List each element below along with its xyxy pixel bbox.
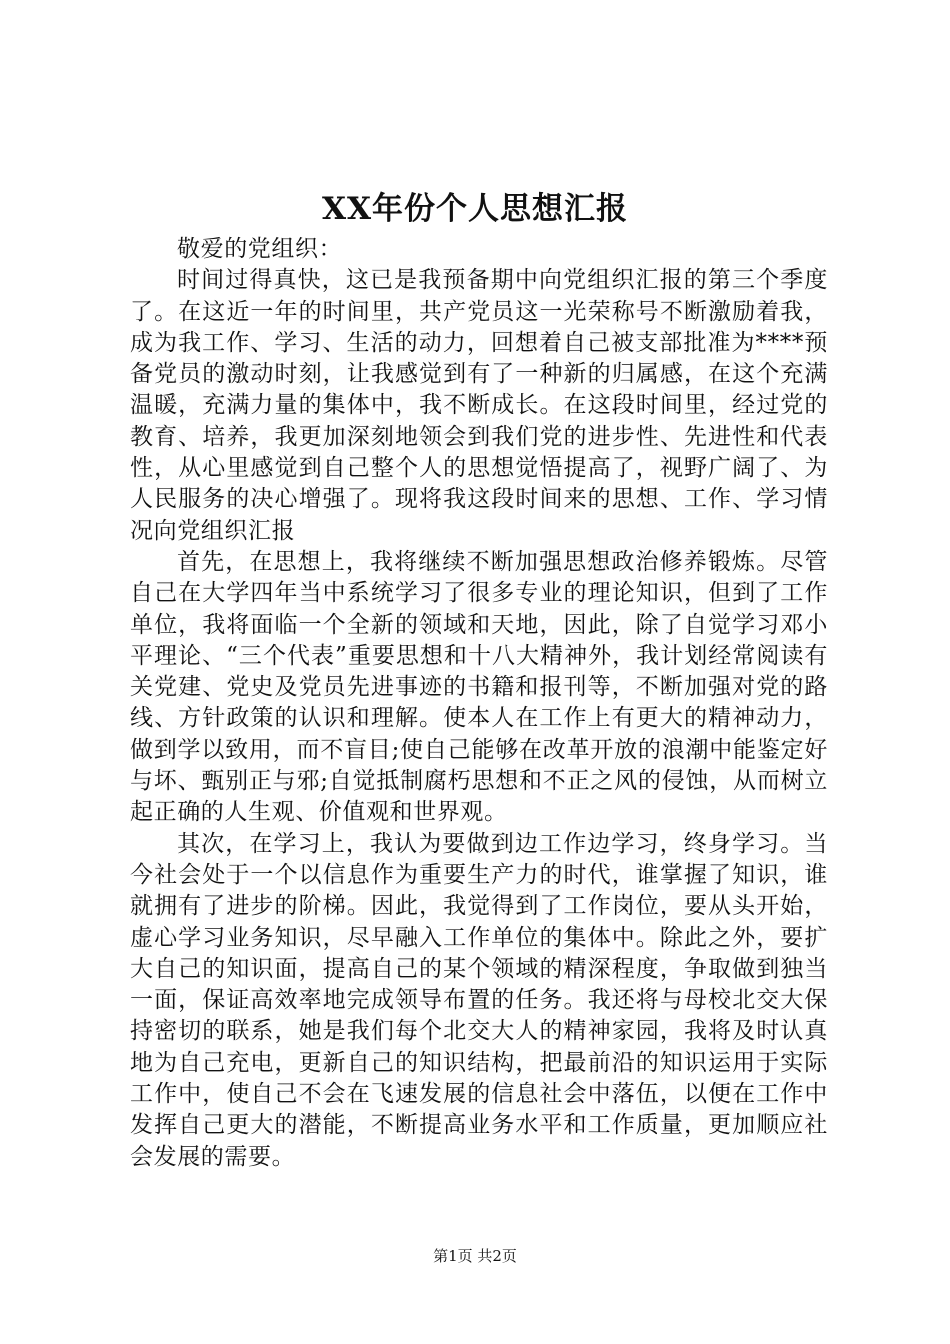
salutation: 敬爱的党组织： (177, 236, 343, 262)
page-footer: 第1页 共2页 (433, 1247, 517, 1265)
paragraph-1: 时间过得真快，这已是我预备期中向党组织汇报的第三个季度了。在这近一年的时间里，共产党员这一光荣称号不断激励着我，成为我工作、学习、生活的动力，回想着自己被支部批准为****预备党员的激动时刻，让我感觉到有了一种新的归属感，在这个充满温暖，充满力量的集体中，我不断成长。在这段时间里，经过党的教育、培养，我更加深刻地领会到我们党的进步性、先进性和代表性，从心里感觉到自己整个人的思想觉悟提高了，视野广阔了、为人民服务的决心增强了。现将我这段时间来的思想、工作、学习情况向党组织汇报 (130, 267, 828, 544)
document-body (130, 234, 828, 1173)
document-title: XX年份个人思想汇报 (321, 191, 629, 227)
paragraph-3: 其次，在学习上，我认为要做到边工作边学习，终身学习。当今社会处于一个以信息作为重要生产力的时代，谁掌握了知识，谁就拥有了进步的阶梯。因此，我觉得到了工作岗位，要从头开始，虚心学习业务知识，尽早融入工作单位的集体中。除此之外，要扩大自己的知识面，提高自己的某个领域的精深程度，争取做到独当一面，保证高效率地完成领导布置的任务。我还将与母校北交大保持密切的联系，她是我们每个北交大人的精神家园，我将及时认真地为自己充电，更新自己的知识结构，把最前沿的知识运用于实际工作中，使自己不会在飞速发展的信息社会中落伍，以便在工作中发挥自己更大的潜能，不断提高业务水平和工作质量，更加顺应社会发展的需要。 (130, 830, 828, 1170)
paragraph-2: 首先，在思想上，我将继续不断加强思想政治修养锻炼。尽管自己在大学四年当中系统学习了很多专业的理论知识，但到了工作单位，我将面临一个全新的领域和天地，因此，除了自觉学习邓小平理论、“三个代表”重要思想和十八大精神外，我计划经常阅读有关党建、党史及党员先进事迹的书籍和报刊等，不断加强对党的路线、方针政策的认识和理解。使本人在工作上有更大的精神动力，做到学以致用，而不盲目;使自己能够在改革开放的浪潮中能鉴定好与坏、甄别正与邪;自觉抵制腐朽思想和不正之风的侵蚀，从而树立起正确的人生观、价值观和世界观。 (130, 548, 828, 826)
